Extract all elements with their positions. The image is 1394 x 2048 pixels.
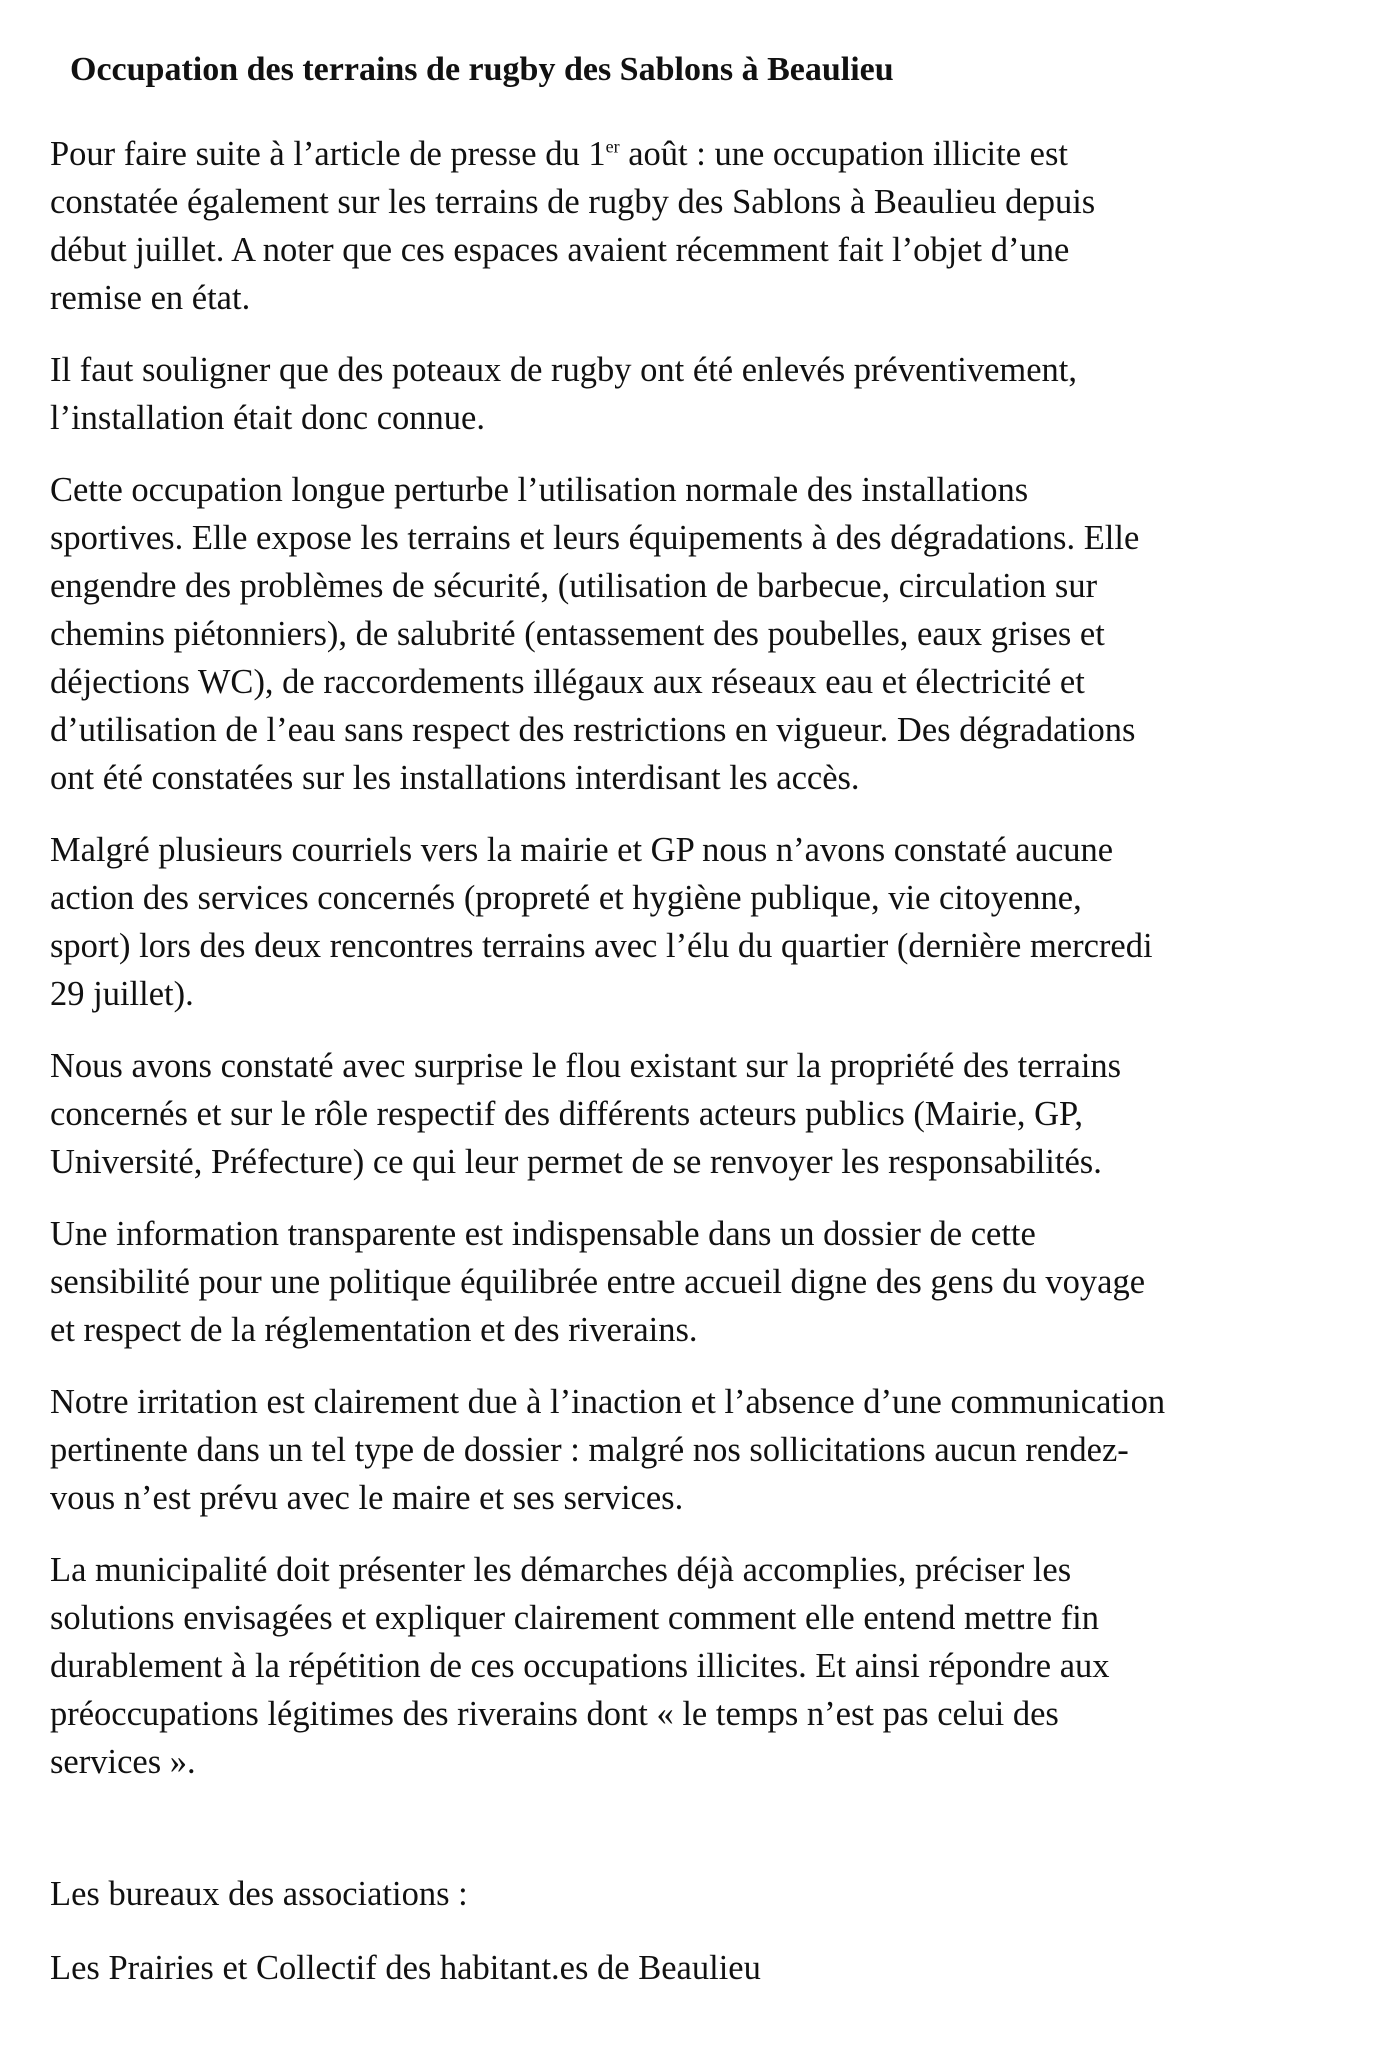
text-line: Nous avons constaté avec surprise le flou existant sur la propriété des terrains — [50, 1047, 1122, 1085]
paragraph-ownership — [50, 1042, 1350, 1186]
signature-heading: Les bureaux des associations : — [50, 1875, 468, 1913]
document-body — [50, 130, 1350, 1810]
text-line: Cette occupation longue perturbe l’utilisation normale des installations — [50, 471, 1029, 509]
text-line: d’utilisation de l’eau sans respect des restrictions en vigueur. Des dégradations — [50, 711, 1136, 749]
text-line: et respect de la réglementation et des riverains. — [50, 1311, 698, 1349]
paragraph-press-article — [50, 130, 1350, 322]
text-line: sportives. Elle expose les terrains et leurs équipements à des dégradations. Elle — [50, 519, 1140, 557]
text-line: Notre irritation est clairement due à l’inaction et l’absence d’une communication — [50, 1383, 1166, 1421]
text-line: 29 juillet). — [50, 975, 194, 1013]
text-line: chemins piétonniers), de salubrité (entassement des poubelles, eaux grises et — [50, 615, 1105, 653]
text-line: sport) lors des deux rencontres terrains avec l’élu du quartier (dernière mercredi — [50, 927, 1153, 965]
text-fragment: Pour faire suite à l’article de presse du 1 — [50, 135, 606, 173]
text-line: constatée également sur les terrains de rugby des Sablons à Beaulieu depuis — [50, 183, 1096, 221]
text-line — [50, 130, 1350, 178]
text-line: ont été constatées sur les installations interdisant les accès. — [50, 759, 860, 797]
text-line: solutions envisagées et expliquer clairement comment elle entend mettre fin — [50, 1599, 1100, 1637]
text-line: pertinente dans un tel type de dossier : malgré nos sollicitations aucun rendez- — [50, 1431, 1129, 1469]
text-line: préoccupations légitimes des riverains dont « le temps n’est pas celui des — [50, 1695, 1059, 1733]
text-line: Université, Préfecture) ce qui leur permet de se renvoyer les responsabilités. — [50, 1143, 1102, 1181]
signature-block — [50, 1870, 1350, 2018]
text-line: Malgré plusieurs courriels vers la mairie et GP nous n’avons constaté aucune — [50, 831, 1114, 869]
text-line: déjections WC), de raccordements illégaux aux réseaux eau et électricité et — [50, 663, 1085, 701]
text-line: Il faut souligner que des poteaux de rugby ont été enlevés préventivement, — [50, 351, 1077, 389]
text-line: remise en état. — [50, 279, 251, 317]
paragraph-rugby-posts — [50, 346, 1350, 442]
paragraph-emails — [50, 826, 1350, 1018]
paragraph-disruption — [50, 466, 1350, 802]
text-line: action des services concernés (propreté et hygiène publique, vie citoyenne, — [50, 879, 1082, 917]
text-line: services ». — [50, 1743, 196, 1781]
text-line: vous n’est prévu avec le maire et ses services. — [50, 1479, 684, 1517]
document-title: Occupation des terrains de rugby des Sablons à Beaulieu — [70, 51, 894, 88]
paragraph-municipality — [50, 1546, 1350, 1786]
text-line: concernés et sur le rôle respectif des différents acteurs publics (Mairie, GP, — [50, 1095, 1084, 1133]
paragraph-irritation — [50, 1378, 1350, 1522]
text-line: La municipalité doit présenter les démarches déjà accomplies, préciser les — [50, 1551, 1072, 1589]
text-line: l’installation était donc connue. — [50, 399, 485, 437]
ordinal-superscript: er — [605, 136, 620, 157]
text-line: sensibilité pour une politique équilibrée entre accueil digne des gens du voyage — [50, 1263, 1146, 1301]
text-line: Une information transparente est indispensable dans un dossier de cette — [50, 1215, 1036, 1253]
text-fragment: août : une occupation illicite est — [619, 135, 1068, 173]
text-line: durablement à la répétition de ces occupations illicites. Et ainsi répondre aux — [50, 1647, 1110, 1685]
paragraph-transparency — [50, 1210, 1350, 1354]
signature-associations: Les Prairies et Collectif des habitant.es de Beaulieu — [50, 1949, 761, 1987]
text-line: début juillet. A noter que ces espaces avaient récemment fait l’objet d’une — [50, 231, 1070, 269]
text-line: engendre des problèmes de sécurité, (utilisation de barbecue, circulation sur — [50, 567, 1098, 605]
